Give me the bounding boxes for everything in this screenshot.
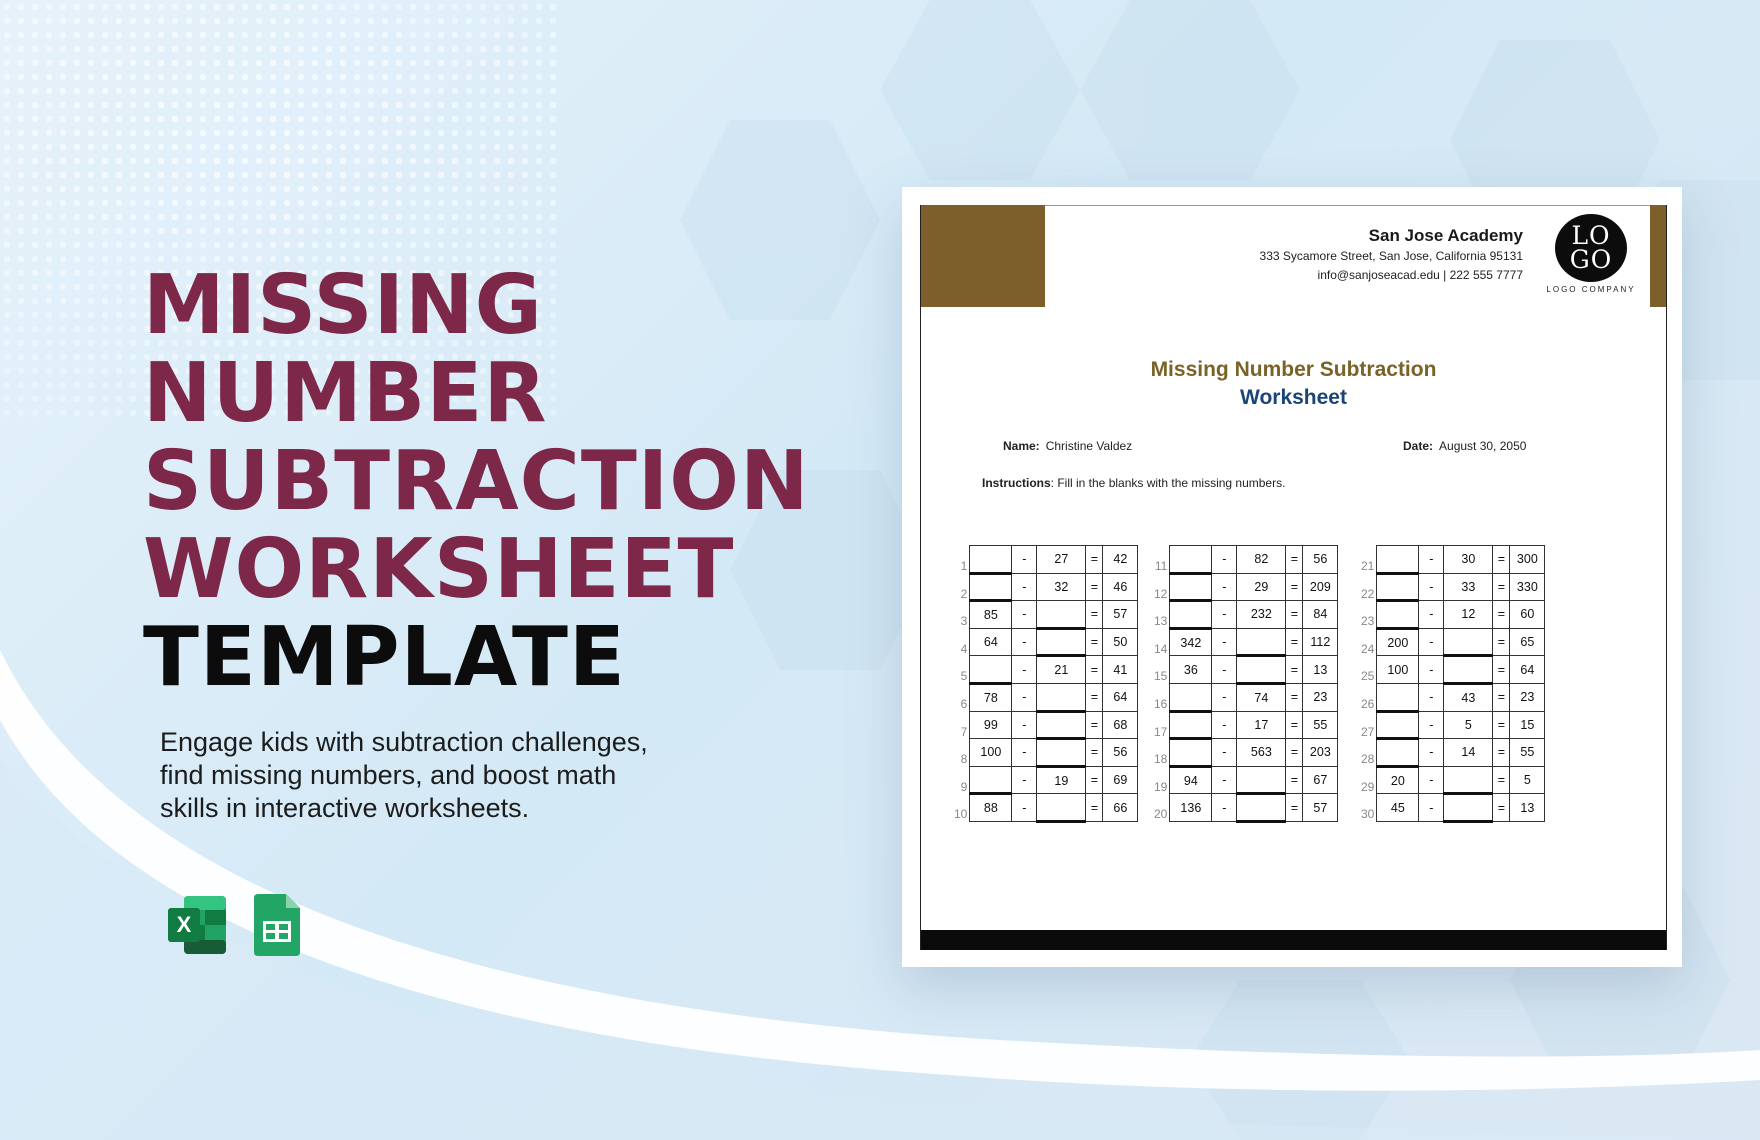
problems-column-1: [954, 545, 1138, 823]
problem-number: 2: [960, 586, 968, 601]
difference-cell: 56: [1303, 546, 1338, 574]
problem-number: 26: [1361, 697, 1375, 712]
minus-sign: -: [1212, 628, 1237, 656]
date-label: Date:: [1403, 439, 1434, 453]
hero-title-line-3: SUBTRACTION: [143, 434, 810, 529]
minus-sign: -: [1212, 739, 1237, 767]
difference-cell: 84: [1303, 601, 1338, 629]
subtrahend-cell: 82: [1237, 546, 1286, 574]
difference-cell: 300: [1510, 546, 1545, 574]
problem-row: [954, 766, 1138, 794]
answer-blank[interactable]: [1170, 573, 1212, 601]
minus-sign: -: [1419, 683, 1444, 711]
problem-number: 24: [1361, 641, 1375, 656]
minus-sign: -: [1419, 573, 1444, 601]
subtrahend-cell: 19: [1037, 766, 1086, 794]
date-value: August 30, 2050: [1439, 439, 1527, 453]
subtrahend-cell: 21: [1037, 656, 1086, 684]
problem-number: 15: [1154, 669, 1168, 684]
equals-sign: =: [1493, 794, 1510, 822]
problem-row: [1154, 739, 1338, 767]
problem-row: [954, 546, 1138, 574]
problem-row: [1154, 601, 1338, 629]
minuend-cell: 100: [970, 739, 1012, 767]
hero-title-line-2: NUMBER: [143, 346, 548, 441]
difference-cell: 65: [1510, 628, 1545, 656]
equals-sign: =: [1286, 656, 1303, 684]
problem-number: 19: [1154, 779, 1168, 794]
difference-cell: 42: [1103, 546, 1138, 574]
problem-row: [954, 656, 1138, 684]
hero-title-line-5: TEMPLATE: [143, 610, 626, 705]
difference-cell: 13: [1510, 794, 1545, 822]
problem-number: 6: [960, 697, 968, 712]
answer-blank[interactable]: [1170, 683, 1212, 711]
difference-cell: 57: [1103, 601, 1138, 629]
problem-number: 16: [1154, 697, 1168, 712]
minuend-cell: 85: [970, 601, 1012, 629]
subtrahend-cell: 232: [1237, 601, 1286, 629]
answer-blank[interactable]: [1037, 683, 1086, 711]
problem-row: [1361, 546, 1545, 574]
problem-number: 28: [1361, 752, 1375, 767]
equals-sign: =: [1086, 546, 1103, 574]
problem-row: [1361, 711, 1545, 739]
problem-row: [1361, 766, 1545, 794]
difference-cell: 64: [1103, 683, 1138, 711]
answer-blank[interactable]: [970, 546, 1012, 574]
instructions-label: Instructions: [982, 476, 1051, 490]
problem-row: [1361, 683, 1545, 711]
date-field: [1403, 439, 1526, 453]
minus-sign: -: [1419, 628, 1444, 656]
google-sheets-icon: [254, 894, 300, 956]
difference-cell: 13: [1303, 656, 1338, 684]
difference-cell: 60: [1510, 601, 1545, 629]
hero-title-line-4: WORKSHEET: [143, 522, 735, 617]
school-name: San Jose Academy: [1368, 226, 1523, 245]
problem-number: 18: [1154, 752, 1168, 767]
subtrahend-cell: 74: [1237, 683, 1286, 711]
problems-column-3: [1361, 545, 1545, 823]
school-contact: info@sanjoseacad.edu | 222 555 7777: [1317, 268, 1523, 282]
equals-sign: =: [1493, 656, 1510, 684]
problem-row: [954, 794, 1138, 822]
problem-row: [1154, 794, 1338, 822]
equals-sign: =: [1086, 601, 1103, 629]
problem-number: 8: [960, 752, 968, 767]
header-divider: [1045, 205, 1650, 206]
answer-blank[interactable]: [1444, 628, 1493, 656]
problem-number: 1: [960, 559, 968, 574]
difference-cell: 330: [1510, 573, 1545, 601]
difference-cell: 5: [1510, 766, 1545, 794]
equals-sign: =: [1493, 711, 1510, 739]
subtrahend-cell: 27: [1037, 546, 1086, 574]
equals-sign: =: [1086, 573, 1103, 601]
problem-row: [1154, 573, 1338, 601]
answer-blank[interactable]: [1444, 794, 1493, 822]
answer-blank[interactable]: [1037, 739, 1086, 767]
minus-sign: -: [1212, 794, 1237, 822]
answer-blank[interactable]: [1237, 628, 1286, 656]
equals-sign: =: [1086, 739, 1103, 767]
minuend-cell: 36: [1170, 656, 1212, 684]
problem-row: [1361, 794, 1545, 822]
worksheet-document: [920, 205, 1667, 950]
minus-sign: -: [1419, 739, 1444, 767]
answer-blank[interactable]: [970, 766, 1012, 794]
difference-cell: 55: [1510, 739, 1545, 767]
answer-blank[interactable]: [1237, 766, 1286, 794]
school-info: [1260, 225, 1523, 285]
instructions: [982, 476, 1285, 490]
equals-sign: =: [1086, 766, 1103, 794]
answer-blank[interactable]: [1170, 601, 1212, 629]
problem-number: 10: [954, 807, 968, 822]
problem-row: [954, 739, 1138, 767]
equals-sign: =: [1286, 628, 1303, 656]
equals-sign: =: [1493, 546, 1510, 574]
equals-sign: =: [1493, 683, 1510, 711]
name-value: Christine Valdez: [1045, 439, 1133, 453]
answer-blank[interactable]: [1444, 766, 1493, 794]
subtrahend-cell: 12: [1444, 601, 1493, 629]
answer-blank[interactable]: [1377, 711, 1419, 739]
minuend-cell: 20: [1377, 766, 1419, 794]
difference-cell: 41: [1103, 656, 1138, 684]
minus-sign: -: [1012, 573, 1037, 601]
problem-number: 29: [1361, 779, 1375, 794]
problem-number: 4: [960, 641, 968, 656]
difference-cell: 55: [1303, 711, 1338, 739]
logo-caption: LOGO COMPANY: [1546, 285, 1636, 294]
minuend-cell: 94: [1170, 766, 1212, 794]
equals-sign: =: [1286, 766, 1303, 794]
problem-number: 25: [1361, 669, 1375, 684]
difference-cell: 203: [1303, 739, 1338, 767]
subtrahend-cell: 32: [1037, 573, 1086, 601]
problem-number: 12: [1154, 586, 1168, 601]
problem-number: 14: [1154, 641, 1168, 656]
subtrahend-cell: 29: [1237, 573, 1286, 601]
subtrahend-cell: 563: [1237, 739, 1286, 767]
answer-blank[interactable]: [1377, 573, 1419, 601]
problem-number: 9: [960, 779, 968, 794]
minus-sign: -: [1419, 601, 1444, 629]
answer-blank[interactable]: [1037, 794, 1086, 822]
name-field: [1003, 439, 1132, 453]
answer-blank[interactable]: [1377, 683, 1419, 711]
minus-sign: -: [1212, 656, 1237, 684]
answer-blank[interactable]: [1037, 601, 1086, 629]
subtrahend-cell: 43: [1444, 683, 1493, 711]
worksheet-title: Missing Number Subtraction: [1150, 358, 1437, 381]
excel-icon: [166, 894, 228, 956]
description-line-2: find missing numbers, and boost math: [160, 760, 617, 790]
problem-number: 21: [1361, 559, 1375, 574]
equals-sign: =: [1493, 628, 1510, 656]
minuend-cell: 88: [970, 794, 1012, 822]
logo-text-line-2: GO: [1569, 245, 1613, 274]
minuend-cell: 45: [1377, 794, 1419, 822]
problem-number: 27: [1361, 724, 1375, 739]
footer-bar: [921, 930, 1666, 950]
answer-blank[interactable]: [1170, 546, 1212, 574]
problem-number: 3: [960, 614, 968, 629]
logo-text-line-1: LO: [1571, 221, 1611, 250]
minuend-cell: 100: [1377, 656, 1419, 684]
minus-sign: -: [1212, 601, 1237, 629]
difference-cell: 64: [1510, 656, 1545, 684]
minus-sign: -: [1419, 656, 1444, 684]
equals-sign: =: [1286, 683, 1303, 711]
problem-number: 11: [1154, 559, 1168, 574]
problem-number: 17: [1154, 724, 1168, 739]
minus-sign: -: [1012, 656, 1037, 684]
problem-row: [1361, 656, 1545, 684]
problem-row: [954, 683, 1138, 711]
equals-sign: =: [1086, 794, 1103, 822]
subtrahend-cell: 5: [1444, 711, 1493, 739]
subtrahend-cell: 14: [1444, 739, 1493, 767]
problem-row: [954, 711, 1138, 739]
equals-sign: =: [1086, 711, 1103, 739]
problem-row: [954, 628, 1138, 656]
equals-sign: =: [1086, 683, 1103, 711]
equals-sign: =: [1493, 573, 1510, 601]
header-accent-bar: [1650, 205, 1666, 307]
problem-row: [1154, 711, 1338, 739]
problem-row: [1361, 573, 1545, 601]
difference-cell: 67: [1303, 766, 1338, 794]
description-line-1: Engage kids with subtraction challenges,: [160, 727, 648, 757]
answer-blank[interactable]: [1377, 739, 1419, 767]
excel-letter: X: [176, 912, 192, 937]
answer-blank[interactable]: [1377, 601, 1419, 629]
minus-sign: -: [1212, 683, 1237, 711]
subtrahend-cell: 30: [1444, 546, 1493, 574]
equals-sign: =: [1493, 766, 1510, 794]
difference-cell: 57: [1303, 794, 1338, 822]
difference-cell: 112: [1303, 628, 1338, 656]
minus-sign: -: [1419, 794, 1444, 822]
problem-number: 7: [960, 724, 968, 739]
minus-sign: -: [1012, 601, 1037, 629]
equals-sign: =: [1286, 794, 1303, 822]
difference-cell: 15: [1510, 711, 1545, 739]
answer-blank[interactable]: [1237, 656, 1286, 684]
minuend-cell: 342: [1170, 628, 1212, 656]
answer-blank[interactable]: [1037, 628, 1086, 656]
answer-blank[interactable]: [1037, 711, 1086, 739]
minus-sign: -: [1012, 739, 1037, 767]
problem-number: 23: [1361, 614, 1375, 629]
problem-number: 5: [960, 669, 968, 684]
minuend-cell: 200: [1377, 628, 1419, 656]
minus-sign: -: [1012, 683, 1037, 711]
answer-blank[interactable]: [1377, 546, 1419, 574]
subtrahend-cell: 33: [1444, 573, 1493, 601]
minus-sign: -: [1212, 546, 1237, 574]
problem-row: [1154, 628, 1338, 656]
problem-row: [1154, 683, 1338, 711]
hero-title: [143, 258, 810, 705]
minus-sign: -: [1012, 794, 1037, 822]
description-line-3: skills in interactive worksheets.: [160, 793, 530, 823]
problem-row: [1361, 739, 1545, 767]
difference-cell: 23: [1510, 683, 1545, 711]
minuend-cell: 99: [970, 711, 1012, 739]
difference-cell: 46: [1103, 573, 1138, 601]
difference-cell: 66: [1103, 794, 1138, 822]
minus-sign: -: [1012, 766, 1037, 794]
minuend-cell: 136: [1170, 794, 1212, 822]
minus-sign: -: [1419, 711, 1444, 739]
minus-sign: -: [1012, 711, 1037, 739]
equals-sign: =: [1286, 711, 1303, 739]
minuend-cell: 64: [970, 628, 1012, 656]
answer-blank[interactable]: [1170, 711, 1212, 739]
minus-sign: -: [1012, 628, 1037, 656]
name-label: Name:: [1003, 439, 1040, 453]
equals-sign: =: [1286, 601, 1303, 629]
subtrahend-cell: 17: [1237, 711, 1286, 739]
problem-row: [1361, 628, 1545, 656]
minus-sign: -: [1212, 573, 1237, 601]
answer-blank[interactable]: [1237, 794, 1286, 822]
answer-blank[interactable]: [970, 656, 1012, 684]
minus-sign: -: [1212, 711, 1237, 739]
answer-blank[interactable]: [1444, 656, 1493, 684]
instructions-text: : Fill in the blanks with the missing numbers.: [1050, 476, 1286, 490]
minus-sign: -: [1212, 766, 1237, 794]
minus-sign: -: [1012, 546, 1037, 574]
problem-row: [954, 601, 1138, 629]
difference-cell: 50: [1103, 628, 1138, 656]
difference-cell: 209: [1303, 573, 1338, 601]
equals-sign: =: [1493, 601, 1510, 629]
difference-cell: 23: [1303, 683, 1338, 711]
equals-sign: =: [1286, 739, 1303, 767]
answer-blank[interactable]: [970, 573, 1012, 601]
hero-description: [160, 726, 700, 825]
school-address: 333 Sycamore Street, San Jose, California 95131: [1259, 249, 1523, 263]
problem-number: 13: [1154, 614, 1168, 629]
problem-row: [1361, 601, 1545, 629]
equals-sign: =: [1286, 573, 1303, 601]
problems-column-2: [1154, 545, 1338, 823]
minus-sign: -: [1419, 766, 1444, 794]
problem-row: [954, 573, 1138, 601]
difference-cell: 56: [1103, 739, 1138, 767]
problem-number: 30: [1361, 807, 1375, 822]
problem-row: [1154, 546, 1338, 574]
company-logo: [1555, 214, 1627, 282]
problem-number: 22: [1361, 586, 1375, 601]
problem-row: [1154, 656, 1338, 684]
equals-sign: =: [1493, 739, 1510, 767]
minuend-cell: 78: [970, 683, 1012, 711]
difference-cell: 69: [1103, 766, 1138, 794]
equals-sign: =: [1286, 546, 1303, 574]
header-accent-block: [921, 205, 1045, 307]
worksheet-subtitle: Worksheet: [1240, 386, 1347, 409]
equals-sign: =: [1086, 656, 1103, 684]
minus-sign: -: [1419, 546, 1444, 574]
hero-title-line-1: MISSING: [143, 258, 543, 353]
equals-sign: =: [1086, 628, 1103, 656]
problem-row: [1154, 766, 1338, 794]
answer-blank[interactable]: [1170, 739, 1212, 767]
problem-number: 20: [1154, 807, 1168, 822]
difference-cell: 68: [1103, 711, 1138, 739]
